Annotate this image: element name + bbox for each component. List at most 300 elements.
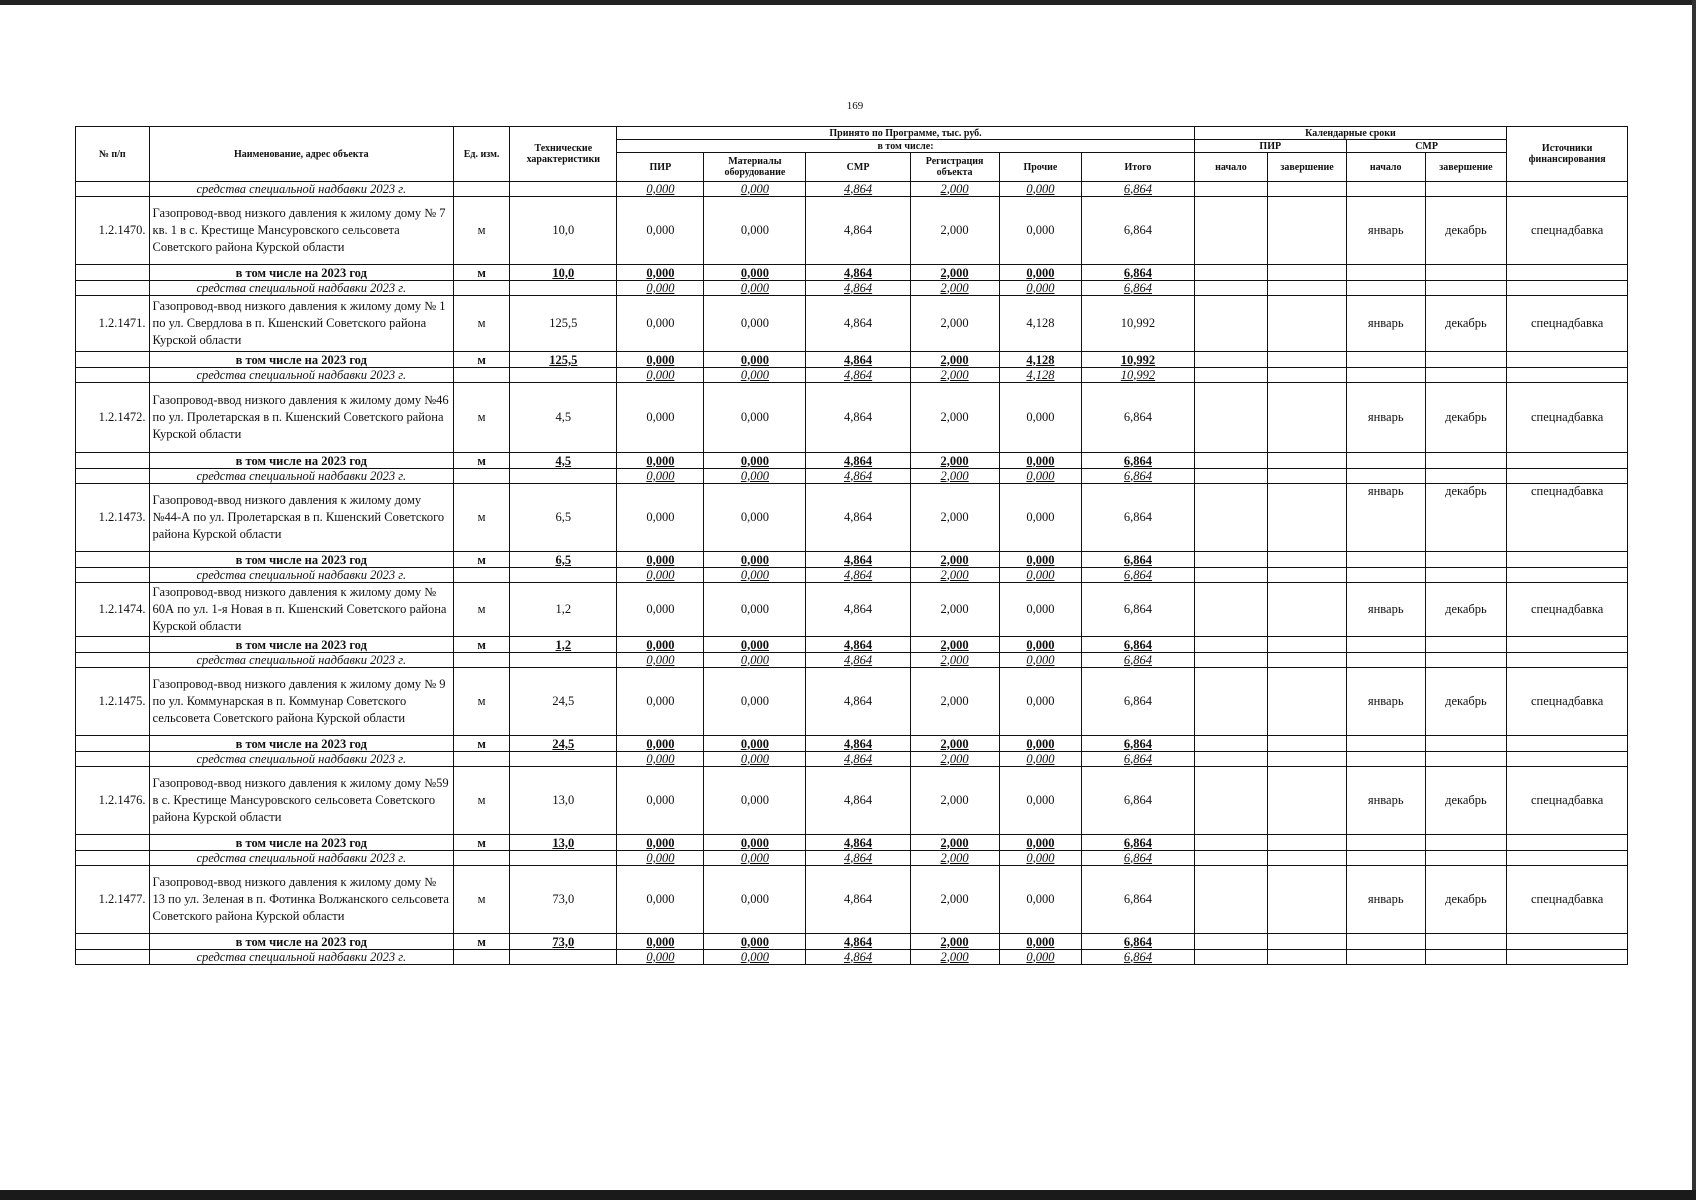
object-row [76, 197, 1628, 265]
header-tech: Технические характеристики [510, 127, 617, 182]
subtotal-smr: 4,864 [806, 453, 910, 469]
object-pir: 0,000 [617, 484, 704, 552]
object-pir-end [1268, 296, 1347, 352]
subtotal-unit: м [454, 934, 510, 950]
header-name: Наименование, адрес объекта [149, 127, 453, 182]
cell-empty [1425, 835, 1507, 851]
subtotal-tech: 73,0 [510, 934, 617, 950]
subtotal-pir: 0,000 [617, 835, 704, 851]
subtotal-label: в том числе на 2023 год [149, 736, 453, 752]
special-registration: 2,000 [910, 568, 999, 583]
header-pir-start: начало [1194, 153, 1268, 182]
object-smr-end: декабрь [1425, 383, 1507, 453]
special-label: средства специальной надбавки 2023 г. [149, 368, 453, 383]
cell-empty [1194, 736, 1268, 752]
object-row [76, 668, 1628, 736]
special-smr: 4,864 [806, 281, 910, 296]
object-registration: 2,000 [910, 583, 999, 637]
special-funds-row [76, 368, 1628, 383]
object-source: спецнадбавка [1507, 866, 1628, 934]
special-pir: 0,000 [617, 281, 704, 296]
special-registration: 2,000 [910, 950, 999, 965]
object-pir-end [1268, 767, 1347, 835]
subtotal-pir: 0,000 [617, 453, 704, 469]
header-smr-end: завершение [1425, 153, 1507, 182]
special-funds-row [76, 182, 1628, 197]
special-registration: 2,000 [910, 851, 999, 866]
cell-empty [1507, 637, 1628, 653]
object-unit: м [454, 383, 510, 453]
cell-empty [1507, 950, 1628, 965]
object-tech: 73,0 [510, 866, 617, 934]
object-registration: 2,000 [910, 866, 999, 934]
cell-unit [454, 851, 510, 866]
subtotal-label: в том числе на 2023 год [149, 265, 453, 281]
special-label: средства специальной надбавки 2023 г. [149, 568, 453, 583]
cell-empty [1425, 352, 1507, 368]
object-smr-end: декабрь [1425, 197, 1507, 265]
subtotal-tech: 6,5 [510, 552, 617, 568]
special-materials: 0,000 [704, 851, 806, 866]
subtotal-tech: 1,2 [510, 637, 617, 653]
special-label: средства специальной надбавки 2023 г. [149, 752, 453, 767]
cell-tech [510, 368, 617, 383]
special-other: 0,000 [999, 469, 1082, 484]
subtotal-pir: 0,000 [617, 352, 704, 368]
subtotal-smr: 4,864 [806, 552, 910, 568]
special-materials: 0,000 [704, 368, 806, 383]
cell-empty [1346, 368, 1425, 383]
object-registration: 2,000 [910, 383, 999, 453]
object-num: 1.2.1470. [76, 197, 150, 265]
object-other: 4,128 [999, 296, 1082, 352]
cell-num [76, 469, 150, 484]
object-pir: 0,000 [617, 197, 704, 265]
cell-empty [1346, 352, 1425, 368]
object-name: Газопровод-ввод низкого давления к жилому дому №59 в с. Крестище Мансуровского сельсовета Советского района Курской области [149, 767, 453, 835]
object-smr-end: декабрь [1425, 484, 1507, 552]
cell-empty [1507, 736, 1628, 752]
special-other: 0,000 [999, 950, 1082, 965]
object-row [76, 484, 1628, 552]
program-table [75, 126, 1628, 965]
subtotal-unit: м [454, 736, 510, 752]
object-name: Газопровод-ввод низкого давления к жилому дому № 60А по ул. 1-я Новая в п. Кшенский Советского района Курской области [149, 583, 453, 637]
subtotal-tech: 10,0 [510, 265, 617, 281]
cell-empty [1425, 182, 1507, 197]
cell-unit [454, 752, 510, 767]
object-tech: 1,2 [510, 583, 617, 637]
special-smr: 4,864 [806, 568, 910, 583]
cell-num [76, 934, 150, 950]
subtotal-total: 6,864 [1082, 934, 1194, 950]
special-materials: 0,000 [704, 950, 806, 965]
cell-empty [1425, 752, 1507, 767]
object-num: 1.2.1472. [76, 383, 150, 453]
cell-empty [1268, 182, 1347, 197]
cell-num [76, 851, 150, 866]
cell-empty [1268, 281, 1347, 296]
cell-empty [1507, 752, 1628, 767]
cell-tech [510, 950, 617, 965]
subtotal-label: в том числе на 2023 год [149, 835, 453, 851]
object-source: спецнадбавка [1507, 296, 1628, 352]
object-source: спецнадбавка [1507, 583, 1628, 637]
object-registration: 2,000 [910, 668, 999, 736]
special-label: средства специальной надбавки 2023 г. [149, 182, 453, 197]
subtotal-unit: м [454, 835, 510, 851]
object-pir-end [1268, 383, 1347, 453]
subtotal-materials: 0,000 [704, 265, 806, 281]
cell-empty [1268, 469, 1347, 484]
object-materials: 0,000 [704, 583, 806, 637]
cell-num [76, 736, 150, 752]
object-smr-start: январь [1346, 866, 1425, 934]
object-pir: 0,000 [617, 866, 704, 934]
object-unit: м [454, 866, 510, 934]
cell-empty [1268, 653, 1347, 668]
cell-tech [510, 653, 617, 668]
subtotal-pir: 0,000 [617, 736, 704, 752]
cell-unit [454, 368, 510, 383]
special-registration: 2,000 [910, 469, 999, 484]
cell-empty [1346, 182, 1425, 197]
subtotal-registration: 2,000 [910, 352, 999, 368]
cell-empty [1268, 568, 1347, 583]
subtotal-tech: 4,5 [510, 453, 617, 469]
cell-empty [1425, 736, 1507, 752]
object-smr-start: январь [1346, 583, 1425, 637]
cell-empty [1194, 469, 1268, 484]
header-unit: Ед. изм. [454, 127, 510, 182]
cell-unit [454, 653, 510, 668]
special-smr: 4,864 [806, 851, 910, 866]
special-total: 6,864 [1082, 182, 1194, 197]
special-materials: 0,000 [704, 469, 806, 484]
cell-empty [1194, 265, 1268, 281]
special-registration: 2,000 [910, 281, 999, 296]
subtotal-unit: м [454, 552, 510, 568]
cell-empty [1194, 552, 1268, 568]
cell-tech [510, 851, 617, 866]
cell-empty [1194, 281, 1268, 296]
subtotal-other: 0,000 [999, 934, 1082, 950]
special-materials: 0,000 [704, 568, 806, 583]
object-smr-start: январь [1346, 197, 1425, 265]
cell-empty [1268, 835, 1347, 851]
subtotal-pir: 0,000 [617, 637, 704, 653]
object-row [76, 767, 1628, 835]
cell-empty [1346, 568, 1425, 583]
special-label: средства специальной надбавки 2023 г. [149, 653, 453, 668]
cell-tech [510, 469, 617, 484]
special-materials: 0,000 [704, 752, 806, 767]
subtotal-total: 6,864 [1082, 637, 1194, 653]
special-funds-row [76, 568, 1628, 583]
subtotal-smr: 4,864 [806, 352, 910, 368]
special-funds-row [76, 653, 1628, 668]
special-pir: 0,000 [617, 182, 704, 197]
object-registration: 2,000 [910, 296, 999, 352]
object-smr-start: январь [1346, 484, 1425, 552]
object-pir-end [1268, 866, 1347, 934]
special-funds-row [76, 469, 1628, 484]
special-materials: 0,000 [704, 182, 806, 197]
cell-empty [1268, 637, 1347, 653]
header-program: Принято по Программе, тыс. руб. [617, 127, 1194, 140]
cell-empty [1425, 851, 1507, 866]
special-registration: 2,000 [910, 182, 999, 197]
cell-num [76, 453, 150, 469]
special-funds-row [76, 752, 1628, 767]
scan-edge-bottom [0, 1190, 1696, 1200]
cell-empty [1346, 736, 1425, 752]
cell-empty [1194, 568, 1268, 583]
object-registration: 2,000 [910, 767, 999, 835]
cell-num [76, 752, 150, 767]
object-smr: 4,864 [806, 296, 910, 352]
cell-num [76, 368, 150, 383]
object-row [76, 866, 1628, 934]
subtotal-row [76, 736, 1628, 752]
object-tech: 24,5 [510, 668, 617, 736]
object-tech: 4,5 [510, 383, 617, 453]
object-total: 6,864 [1082, 484, 1194, 552]
cell-empty [1346, 552, 1425, 568]
cell-empty [1425, 552, 1507, 568]
cell-empty [1507, 182, 1628, 197]
scan-edge-right [1692, 0, 1696, 1200]
object-total: 10,992 [1082, 296, 1194, 352]
object-pir-start [1194, 197, 1268, 265]
cell-empty [1194, 934, 1268, 950]
object-registration: 2,000 [910, 484, 999, 552]
object-materials: 0,000 [704, 296, 806, 352]
cell-empty [1507, 281, 1628, 296]
object-smr-end: декабрь [1425, 767, 1507, 835]
cell-unit [454, 281, 510, 296]
subtotal-materials: 0,000 [704, 352, 806, 368]
cell-num [76, 835, 150, 851]
subtotal-total: 6,864 [1082, 835, 1194, 851]
object-pir-end [1268, 197, 1347, 265]
special-registration: 2,000 [910, 653, 999, 668]
cell-num [76, 637, 150, 653]
cell-empty [1507, 469, 1628, 484]
subtotal-tech: 125,5 [510, 352, 617, 368]
subtotal-smr: 4,864 [806, 835, 910, 851]
header-num: № п/п [76, 127, 150, 182]
cell-empty [1268, 368, 1347, 383]
object-pir-start [1194, 668, 1268, 736]
cell-empty [1194, 368, 1268, 383]
cell-empty [1346, 835, 1425, 851]
object-tech: 6,5 [510, 484, 617, 552]
object-other: 0,000 [999, 668, 1082, 736]
special-total: 6,864 [1082, 851, 1194, 866]
object-unit: м [454, 484, 510, 552]
cell-empty [1425, 637, 1507, 653]
subtotal-other: 0,000 [999, 835, 1082, 851]
object-num: 1.2.1475. [76, 668, 150, 736]
object-row [76, 296, 1628, 352]
cell-empty [1194, 851, 1268, 866]
subtotal-row [76, 552, 1628, 568]
subtotal-registration: 2,000 [910, 265, 999, 281]
object-num: 1.2.1477. [76, 866, 150, 934]
header-total: Итого [1082, 153, 1194, 182]
object-materials: 0,000 [704, 767, 806, 835]
object-name: Газопровод-ввод низкого давления к жилому дому №46 по ул. Пролетарская в п. Кшенский Советского района Курской области [149, 383, 453, 453]
cell-empty [1268, 453, 1347, 469]
special-other: 0,000 [999, 281, 1082, 296]
subtotal-other: 4,128 [999, 352, 1082, 368]
object-pir-end [1268, 668, 1347, 736]
special-smr: 4,864 [806, 752, 910, 767]
object-smr-start: январь [1346, 296, 1425, 352]
object-num: 1.2.1474. [76, 583, 150, 637]
subtotal-total: 6,864 [1082, 265, 1194, 281]
special-funds-row [76, 950, 1628, 965]
subtotal-label: в том числе на 2023 год [149, 934, 453, 950]
cell-tech [510, 752, 617, 767]
special-total: 6,864 [1082, 568, 1194, 583]
object-registration: 2,000 [910, 197, 999, 265]
cell-empty [1507, 835, 1628, 851]
cell-unit [454, 568, 510, 583]
subtotal-registration: 2,000 [910, 637, 999, 653]
object-source: спецнадбавка [1507, 484, 1628, 552]
special-label: средства специальной надбавки 2023 г. [149, 281, 453, 296]
cell-empty [1507, 265, 1628, 281]
table-header [76, 127, 1628, 182]
subtotal-other: 0,000 [999, 637, 1082, 653]
subtotal-pir: 0,000 [617, 552, 704, 568]
special-pir: 0,000 [617, 368, 704, 383]
object-smr-start: январь [1346, 668, 1425, 736]
object-unit: м [454, 668, 510, 736]
subtotal-smr: 4,864 [806, 736, 910, 752]
subtotal-unit: м [454, 352, 510, 368]
subtotal-tech: 13,0 [510, 835, 617, 851]
special-label: средства специальной надбавки 2023 г. [149, 851, 453, 866]
header-calendar: Календарные сроки [1194, 127, 1507, 140]
object-row [76, 383, 1628, 453]
object-total: 6,864 [1082, 197, 1194, 265]
cell-num [76, 281, 150, 296]
cell-tech [510, 568, 617, 583]
cell-empty [1346, 265, 1425, 281]
subtotal-total: 6,864 [1082, 552, 1194, 568]
object-source: спецнадбавка [1507, 197, 1628, 265]
object-smr: 4,864 [806, 583, 910, 637]
subtotal-materials: 0,000 [704, 453, 806, 469]
subtotal-materials: 0,000 [704, 736, 806, 752]
special-total: 6,864 [1082, 653, 1194, 668]
subtotal-total: 10,992 [1082, 352, 1194, 368]
special-total: 6,864 [1082, 469, 1194, 484]
object-smr: 4,864 [806, 383, 910, 453]
subtotal-other: 0,000 [999, 552, 1082, 568]
object-unit: м [454, 767, 510, 835]
object-total: 6,864 [1082, 866, 1194, 934]
cell-empty [1268, 752, 1347, 767]
cell-tech [510, 182, 617, 197]
subtotal-label: в том числе на 2023 год [149, 352, 453, 368]
special-pir: 0,000 [617, 752, 704, 767]
subtotal-label: в том числе на 2023 год [149, 552, 453, 568]
object-pir-start [1194, 383, 1268, 453]
subtotal-other: 0,000 [999, 453, 1082, 469]
special-smr: 4,864 [806, 653, 910, 668]
subtotal-materials: 0,000 [704, 934, 806, 950]
cell-empty [1507, 934, 1628, 950]
object-smr: 4,864 [806, 668, 910, 736]
object-pir: 0,000 [617, 767, 704, 835]
special-pir: 0,000 [617, 568, 704, 583]
subtotal-label: в том числе на 2023 год [149, 637, 453, 653]
special-registration: 2,000 [910, 368, 999, 383]
subtotal-pir: 0,000 [617, 934, 704, 950]
object-name: Газопровод-ввод низкого давления к жилому дому № 9 по ул. Коммунарская в п. Коммунар Советского сельсовета Советского района Курской области [149, 668, 453, 736]
cell-empty [1425, 653, 1507, 668]
special-other: 0,000 [999, 568, 1082, 583]
object-name: Газопровод-ввод низкого давления к жилому дому № 13 по ул. Зеленая в п. Фотинка Волжанского сельсовета Советского района Курской области [149, 866, 453, 934]
object-other: 0,000 [999, 583, 1082, 637]
object-smr-end: декабрь [1425, 866, 1507, 934]
object-name: Газопровод-ввод низкого давления к жилому дому №44-А по ул. Пролетарская в п. Кшенский Советского района Курской области [149, 484, 453, 552]
subtotal-smr: 4,864 [806, 637, 910, 653]
special-smr: 4,864 [806, 950, 910, 965]
special-total: 6,864 [1082, 950, 1194, 965]
subtotal-row [76, 352, 1628, 368]
object-source: спецнадбавка [1507, 383, 1628, 453]
subtotal-smr: 4,864 [806, 265, 910, 281]
cell-empty [1194, 752, 1268, 767]
subtotal-registration: 2,000 [910, 552, 999, 568]
object-tech: 13,0 [510, 767, 617, 835]
object-name: Газопровод-ввод низкого давления к жилому дому № 7 кв. 1 в с. Крестище Мансуровского сельсовета Советского района Курской области [149, 197, 453, 265]
cell-num [76, 265, 150, 281]
special-materials: 0,000 [704, 281, 806, 296]
header-pir: ПИР [617, 153, 704, 182]
object-smr: 4,864 [806, 767, 910, 835]
subtotal-registration: 2,000 [910, 934, 999, 950]
cell-num [76, 950, 150, 965]
subtotal-row [76, 265, 1628, 281]
cell-empty [1268, 265, 1347, 281]
special-other: 0,000 [999, 851, 1082, 866]
object-unit: м [454, 583, 510, 637]
special-smr: 4,864 [806, 469, 910, 484]
object-smr-end: декабрь [1425, 583, 1507, 637]
special-materials: 0,000 [704, 653, 806, 668]
cell-empty [1346, 453, 1425, 469]
cell-empty [1425, 950, 1507, 965]
cell-empty [1507, 352, 1628, 368]
special-total: 10,992 [1082, 368, 1194, 383]
subtotal-label: в том числе на 2023 год [149, 453, 453, 469]
object-smr: 4,864 [806, 484, 910, 552]
special-pir: 0,000 [617, 851, 704, 866]
cell-empty [1425, 469, 1507, 484]
special-total: 6,864 [1082, 281, 1194, 296]
cell-empty [1346, 851, 1425, 866]
header-smr-start: начало [1346, 153, 1425, 182]
subtotal-registration: 2,000 [910, 736, 999, 752]
cell-empty [1194, 637, 1268, 653]
object-num: 1.2.1471. [76, 296, 150, 352]
